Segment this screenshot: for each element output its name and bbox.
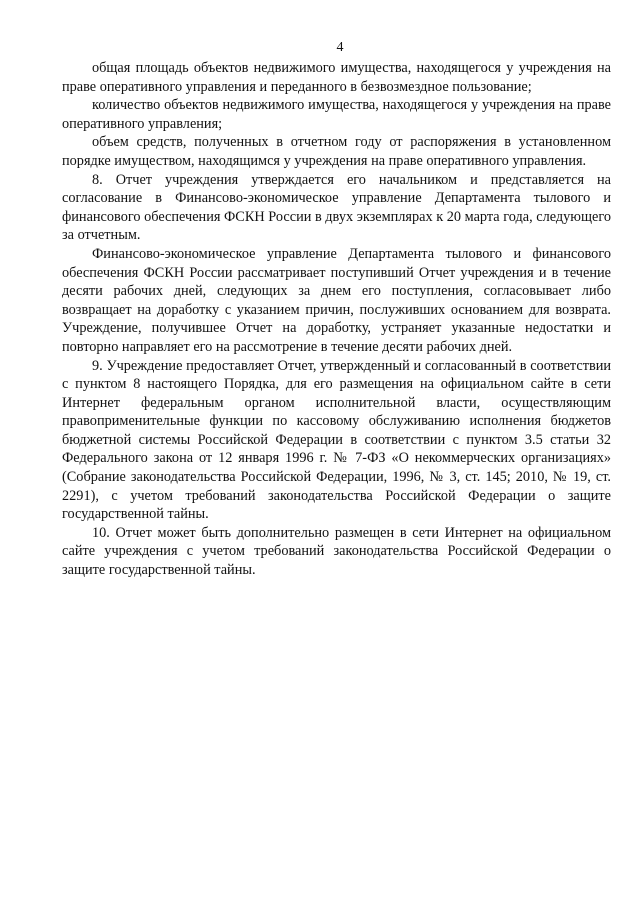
paragraph-funds-volume: объем средств, полученных в отчетном году от распоряжения в установленном порядке имуществом, находящимся у учреждения на праве оперативного управления.	[62, 134, 611, 169]
paragraph-item-8: 8. Отчет учреждения утверждается его начальником и представляется на согласование в Финансово-экономическое управление Департамента тылового и финансового обеспечения ФСКН России в двух экземплярах к 20 марта года, следующего за отчетным.	[62, 171, 611, 244]
paragraph-object-count: количество объектов недвижимого имущества, находящегося у учреждения на праве оперативного управления;	[62, 97, 611, 132]
document-body	[62, 59, 611, 580]
page-number: 4	[336, 40, 344, 55]
paragraph-total-area: общая площадь объектов недвижимого имущества, находящегося у учреждения на праве оперативного управления и переданного в безвозмездное пользование;	[62, 60, 611, 95]
paragraph-review-procedure: Финансово-экономическое управление Департамента тылового и финансового обеспечения ФСКН России рассматривает поступивший Отчет учреждения и в течение десяти рабочих дней, следующих за днем его поступления, согласовывает либо возвращает на доработку с указанием причин, послуживших основанием для возврата. Учреждение, получившее Отчет на доработку, устраняет указанные недостатки и повторно направляет его на рассмотрение в течение десяти рабочих дней.	[62, 245, 611, 355]
paragraph-item-9: 9. Учреждение предоставляет Отчет, утвержденный и согласованный в соответствии с пунктом 8 настоящего Порядка, для его размещения на официальном сайте в сети Интернет федеральным органом исполнительной власти, осуществляющим правоприменительные функции по кассовому обслуживанию исполнения бюджетов бюджетной системы Российской Федерации в соответствии с пунктом 3.5 статьи 32 Федерального закона от 12 января 1996 г. № 7-ФЗ «О некоммерческих организациях» (Собрание законодательства Российской Федерации, 1996, № 3, ст. 145; 2010, № 19, ст. 2291), с учетом требований законодательства Российской Федерации о защите государственной тайны.	[62, 357, 611, 523]
paragraph-item-10: 10. Отчет может быть дополнительно размещен в сети Интернет на официальном сайте учреждения с учетом требований законодательства Российской Федерации о защите государственной тайны.	[62, 524, 611, 579]
